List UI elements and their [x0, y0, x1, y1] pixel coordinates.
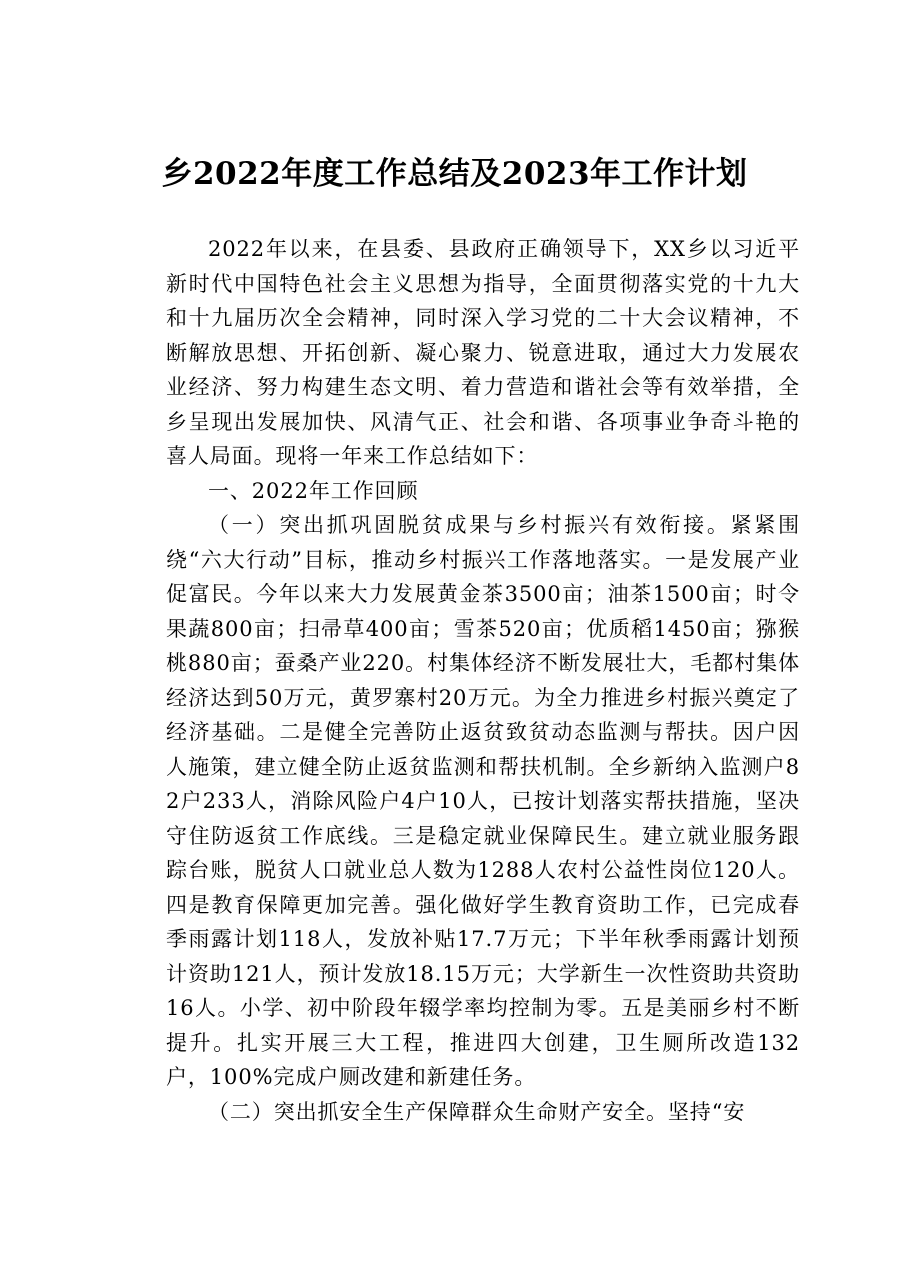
- section-heading: 一、2022年工作回顾: [208, 478, 419, 503]
- intro-paragraph: 2022年以来，在县委、县政府正确领导下，XX乡以习近平新时代中国特色社会主义思想为指导，全面贯彻落实党的十九大和十九届历次全会精神，同时深入学习党的二十大会议精神，不断解放思想、开拓创新、凝心聚力、锐意进取，通过大力发展农业经济、努力构建生态文明、着力营造和谐社会等有效举措，全乡呈现出发展加快、风清气正、社会和谐、各项事业争奇斗艳的喜人局面。现将一年来工作总结如下：: [166, 237, 800, 468]
- subsection-2-paragraph: （二）突出抓安全生产保障群众生命财产安全。坚持“安: [208, 1099, 746, 1124]
- subsection-1-paragraph: （一）突出抓巩固脱贫成果与乡村振兴有效衔接。紧紧围绕“六大行动”目标，推动乡村振兴工作落地落实。一是发展产业促富民。今年以来大力发展黄金茶3500亩；油茶1500亩；时令果蔬800亩；扫帚草400亩；雪茶520亩；优质稻1450亩；猕猴桃880亩；蚕桑产业220。村集体经济不断发展壮大，毛都村集体经济达到50万元，黄罗寨村20万元。为全力推进乡村振兴奠定了经济基础。二是健全完善防止返贫致贫动态监测与帮扶。因户因人施策，建立健全防止返贫监测和帮扶机制。全乡新纳入监测户82户233人，消除风险户4户10人，已按计划落实帮扶措施，坚决守住防返贫工作底线。三是稳定就业保障民生。建立就业服务跟踪台账，脱贫人口就业总人数为1288人农村公益性岗位120人。四是教育保障更加完善。强化做好学生教育资助工作，已完成春季雨露计划118人，发放补贴17.7万元；下半年秋季雨露计划预计资助121人，预计发放18.15万元；大学新生一次性资助共资助16人。小学、初中阶段年辍学率均控制为零。五是美丽乡村不断提升。扎实开展三大工程，推进四大创建，卫生厕所改造132户，100%完成户厕改建和新建任务。: [166, 513, 800, 1089]
- document-title: 乡2022年度工作总结及2023年工作计划: [161, 156, 748, 192]
- document-body: [166, 232, 800, 1129]
